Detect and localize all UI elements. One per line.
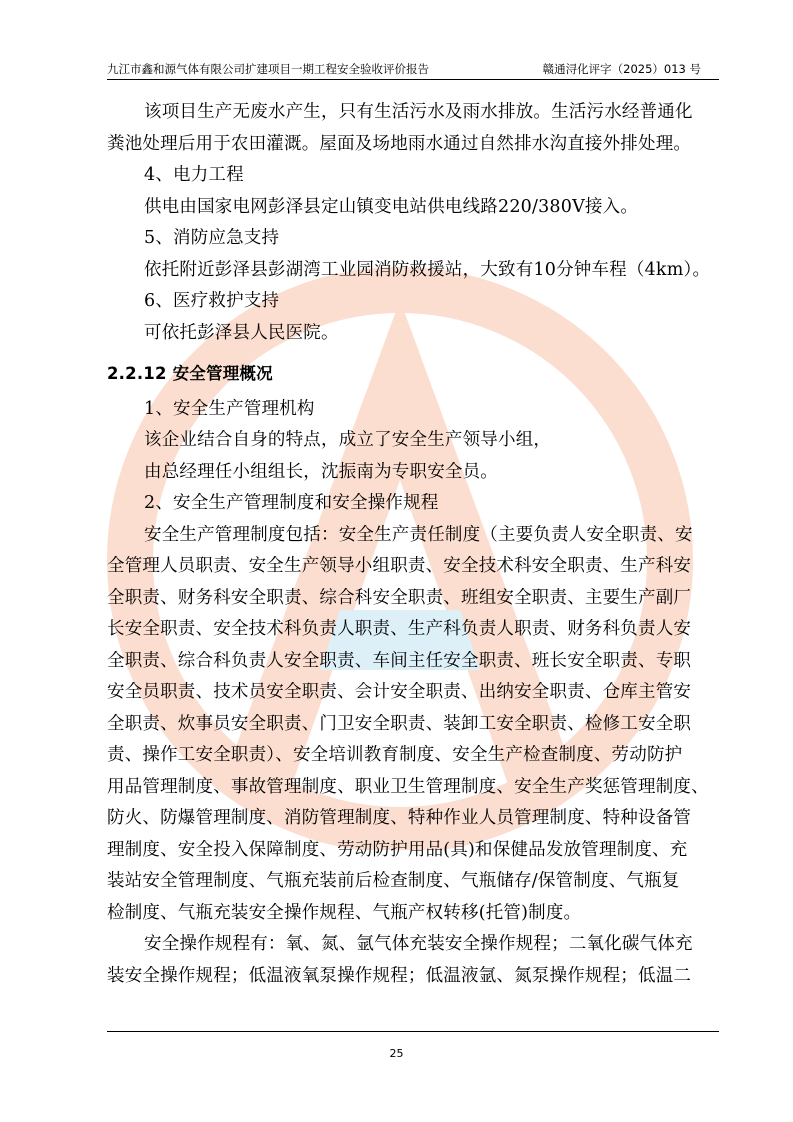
footer-divider [107,1031,719,1032]
paragraph-block-1 [107,97,719,349]
page-header [107,61,719,80]
text-line: 装站安全管理制度、气瓶充装前后检查制度、气瓶储存/保管制度、气瓶复 [107,871,680,891]
section-heading: 2.2.12 安全管理概况 [107,364,273,383]
text-line: 安全员职责、技术员安全职责、会计安全职责、出纳安全职责、仓库主管安 [107,682,692,702]
text-line: 粪池处理后用于农田灌溉。屋面及场地雨水通过自然排水沟直接外排处理。 [107,133,692,154]
text-line: 依托附近彭泽县彭湖湾工业园消防救援站，大致有10分钟车程（4km）。 [144,259,711,280]
text-line: 防火、防爆管理制度、消防管理制度、特种作业人员管理制度、特种设备管 [107,808,692,828]
text-line: 安全生产管理制度包括：安全生产责任制度（主要负责人安全职责、安 [144,524,693,545]
text-line: 全职责、综合科负责人安全职责、车间主任安全职责、班长安全职责、专职 [107,650,692,671]
text-line: 全职责、财务科安全职责、综合科安全职责、班组安全职责、主要生产副厂 [107,587,692,608]
text-line: 可依托彭泽县人民医院。 [144,322,339,343]
page-number: 25 [389,1047,404,1060]
text-line: 由总经理任小组组长，沈振南为专职安全员。 [144,461,498,482]
header-report-number: 赣通浔化评字（2025）013 号 [542,62,701,76]
text-line: 1、安全生产管理机构 [144,398,315,419]
text-line: 4、电力工程 [144,165,244,185]
text-line: 该企业结合自身的特点，成立了安全生产领导小组， [144,430,552,450]
header-report-title: 九江市鑫和源气体有限公司扩建项目一期工程安全验收评价报告 [107,62,429,76]
text-line: 5、消防应急支持 [144,228,280,248]
text-line: 责、操作工安全职责）、安全培训教育制度、安全生产检查制度、劳动防护 [107,745,683,765]
text-line: 理制度、安全投入保障制度、劳动防护用品(具)和保健品发放管理制度、充 [107,839,688,860]
text-line: 2、安全生产管理制度和安全操作规程 [144,493,439,513]
text-line: 全职责、炊事员安全职责、门卫安全职责、装卸工安全职责、检修工安全职 [107,713,692,734]
text-line: 安全操作规程有：氧、氮、氩气体充装安全操作规程；二氧化碳气体充 [144,934,693,954]
paragraph-block-2 [107,394,719,993]
text-line: 全管理人员职责、安全生产领导小组职责、安全技术科安全职责、生产科安 [107,556,692,576]
text-line: 6、医疗救护支持 [144,291,280,311]
text-line: 用品管理制度、事故管理制度、职业卫生管理制度、安全生产奖惩管理制度、 [107,776,709,797]
text-line: 供电由国家电网彭泽县定山镇变电站供电线路220/380V接入。 [144,196,639,217]
text-line: 装安全操作规程；低温液氧泵操作规程；低温液氩、氮泵操作规程；低温二 [107,965,692,986]
text-line: 长安全职责、安全技术科负责人职责、生产科负责人职责、财务科负责人安 [107,619,692,639]
document-body [107,97,719,992]
text-line: 检制度、气瓶充装安全操作规程、气瓶产权转移(托管)制度。 [107,902,582,923]
text-line: 该项目生产无废水产生，只有生活污水及雨水排放。生活污水经普通化 [144,102,693,122]
